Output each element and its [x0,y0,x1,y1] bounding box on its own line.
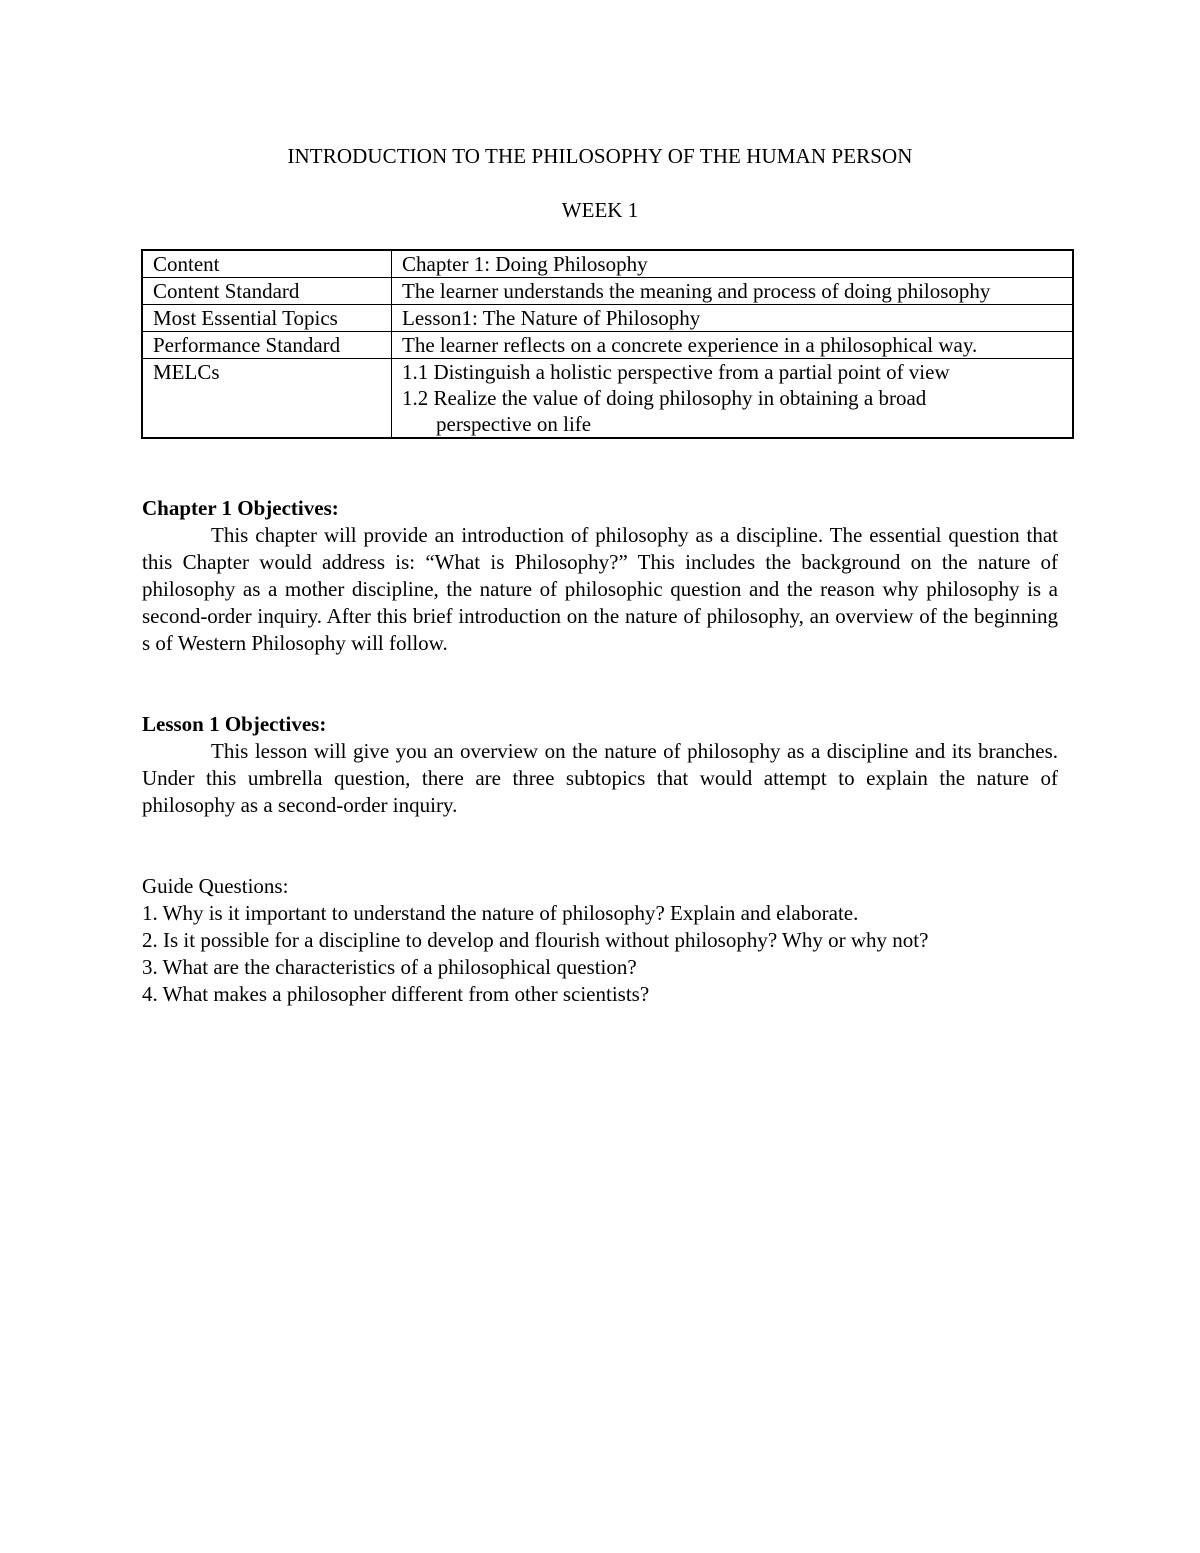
melc-item: 1.1 Distinguish a holistic perspective from a partial point of view [402,360,950,384]
guide-question: 4. What makes a philosopher different from other scientists? [142,982,650,1006]
table-row [142,305,1073,332]
document-title: INTRODUCTION TO THE PHILOSOPHY OF THE HUMAN PERSON [287,144,913,168]
table-label-cell: Performance Standard [142,332,392,359]
guide-question: 1. Why is it important to understand the nature of philosophy? Explain and elaborate. [142,901,859,925]
guide-question: 2. Is it possible for a discipline to develop and flourish without philosophy? Why or why not? [142,928,929,952]
table-row-melcs [142,359,1073,439]
table-value-cell: Lesson1: The Nature of Philosophy [392,305,1074,332]
table-row [142,332,1073,359]
guide-questions-list [142,900,928,1008]
chapter-objectives-heading: Chapter 1 Objectives: [142,496,339,520]
melc-item-continuation: perspective on life [436,412,592,436]
table-value-cell: The learner understands the meaning and process of doing philosophy [392,278,1074,305]
curriculum-table [141,249,1074,439]
chapter-objectives-text: This chapter will provide an introduction of philosophy as a discipline. The essential question that this Chapter would address is: “What is Philosophy?” This includes the background on the nature of philosophy as a mother discipline, the nature of philosophic question and the reason why philosophy is a second-order inquiry. After this brief introduction on the nature of philosophy, an overview of the beginning s of Western Philosophy will follow. [142,523,1058,655]
guide-question: 3. What are the characteristics of a philosophical question? [142,955,637,979]
lesson-objectives-heading: Lesson 1 Objectives: [142,712,327,736]
table-row [142,278,1073,305]
table-row [142,250,1073,278]
melcs-cell [392,359,1074,439]
melc-item: 1.2 Realize the value of doing philosophy in obtaining a broad [402,386,927,410]
week-label: WEEK 1 [561,198,639,222]
table-label-cell: Content [142,250,392,278]
table-value-cell: The learner reflects on a concrete experience in a philosophical way. [392,332,1074,359]
guide-questions-label: Guide Questions: [142,874,289,898]
lesson-objectives-text: This lesson will give you an overview on the nature of philosophy as a discipline and its branches. Under this umbrella question, there are three subtopics that would attempt to explain the nature of philosophy as a second-order inquiry. [142,739,1058,817]
table-label-cell: MELCs [142,359,392,439]
table-label-cell: Most Essential Topics [142,305,392,332]
table-label-cell: Content Standard [142,278,392,305]
table-value-cell: Chapter 1: Doing Philosophy [392,250,1074,278]
